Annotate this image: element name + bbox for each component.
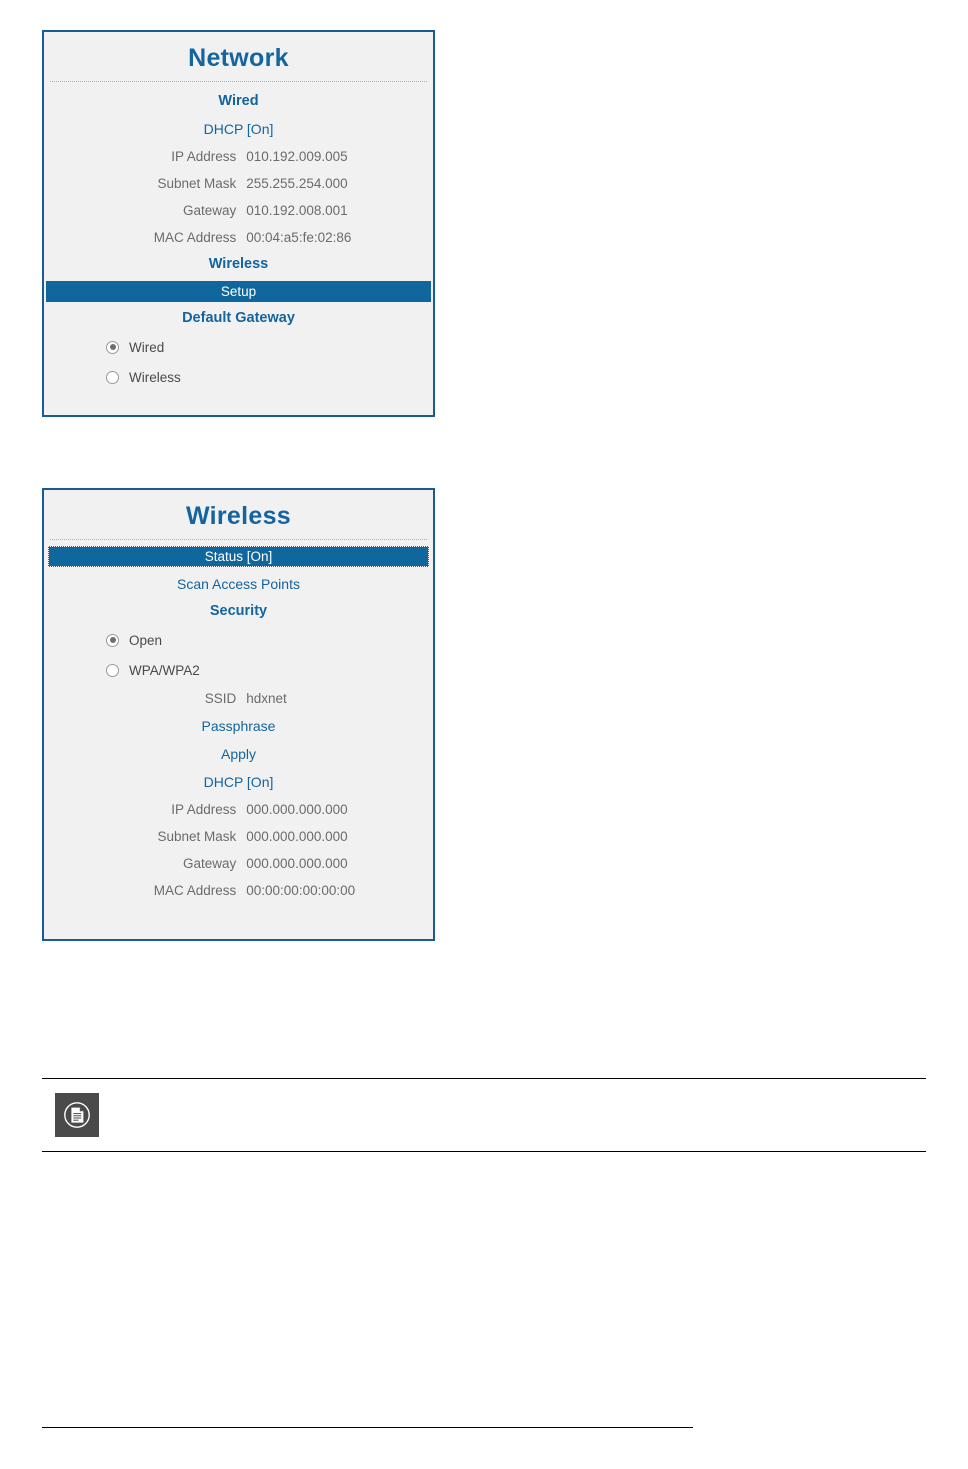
default-gateway-option-wired-label: Wired — [129, 339, 165, 355]
wireless-gateway-value: 000.000.000.000 — [246, 856, 348, 871]
security-option-wpa-label: WPA/WPA2 — [129, 662, 200, 678]
radio-icon-wireless[interactable] — [106, 371, 119, 384]
radio-icon-wired[interactable] — [106, 341, 119, 354]
network-panel-title: Network — [188, 44, 289, 72]
passphrase-button[interactable]: Passphrase — [201, 718, 276, 734]
wired-gateway-value: 010.192.008.001 — [246, 203, 348, 218]
note-callout — [42, 1078, 926, 1152]
security-section-heading: Security — [209, 603, 268, 619]
ssid-label: SSID — [204, 691, 237, 706]
wireless-ip-address-row — [44, 796, 433, 823]
wireless-section-heading: Wireless — [208, 256, 269, 272]
wired-section-heading: Wired — [218, 93, 259, 109]
apply-button[interactable]: Apply — [220, 746, 257, 762]
wireless-title-divider — [50, 539, 427, 540]
default-gateway-option-wireless[interactable] — [44, 362, 433, 392]
wired-ip-address-row — [44, 143, 433, 170]
radio-icon-open[interactable] — [106, 634, 119, 647]
wireless-subnet-mask-label: Subnet Mask — [157, 829, 237, 844]
wired-ip-address-value: 010.192.009.005 — [246, 149, 348, 164]
wireless-mac-address-value: 00:00:00:00:00:00 — [246, 883, 356, 898]
wired-mac-address-label: MAC Address — [153, 230, 237, 245]
wired-gateway-row — [44, 197, 433, 224]
wired-mac-address-value: 00:04:a5:fe:02:86 — [246, 230, 352, 245]
wireless-panel-title: Wireless — [185, 502, 291, 530]
wireless-setup-button[interactable]: Setup — [46, 281, 431, 302]
wireless-gateway-label: Gateway — [182, 856, 237, 871]
wired-subnet-mask-label: Subnet Mask — [157, 176, 237, 191]
default-gateway-option-wireless-label: Wireless — [129, 369, 181, 385]
wired-gateway-label: Gateway — [182, 203, 237, 218]
security-option-wpa[interactable] — [44, 655, 433, 685]
wired-subnet-mask-value: 255.255.254.000 — [246, 176, 348, 191]
wired-ip-address-label: IP Address — [171, 149, 237, 164]
wireless-subnet-mask-row — [44, 823, 433, 850]
footer-divider — [42, 1427, 693, 1428]
wireless-gateway-row — [44, 850, 433, 877]
default-gateway-option-wired[interactable] — [44, 332, 433, 362]
security-option-open-label: Open — [129, 632, 163, 648]
security-option-open[interactable] — [44, 625, 433, 655]
wireless-ip-address-value: 000.000.000.000 — [246, 802, 348, 817]
default-gateway-heading: Default Gateway — [182, 310, 295, 326]
document-note-icon — [55, 1093, 99, 1137]
wireless-mac-address-label: MAC Address — [153, 883, 237, 898]
ssid-value[interactable]: hdxnet — [246, 691, 287, 706]
network-settings-panel — [42, 30, 435, 417]
wired-mac-address-row — [44, 224, 433, 251]
radio-icon-wpa[interactable] — [106, 664, 119, 677]
wireless-subnet-mask-value: 000.000.000.000 — [246, 829, 348, 844]
wireless-status-toggle[interactable]: Status [On] — [48, 546, 429, 567]
title-divider — [50, 81, 427, 82]
wired-subnet-mask-row — [44, 170, 433, 197]
wireless-ip-address-label: IP Address — [171, 802, 237, 817]
wireless-mac-address-row — [44, 877, 433, 904]
ssid-row[interactable] — [44, 685, 433, 712]
wired-dhcp-toggle[interactable]: DHCP [On] — [203, 121, 274, 137]
scan-access-points-button[interactable]: Scan Access Points — [177, 576, 300, 592]
wireless-dhcp-toggle[interactable]: DHCP [On] — [203, 774, 274, 790]
wireless-settings-panel — [42, 488, 435, 941]
